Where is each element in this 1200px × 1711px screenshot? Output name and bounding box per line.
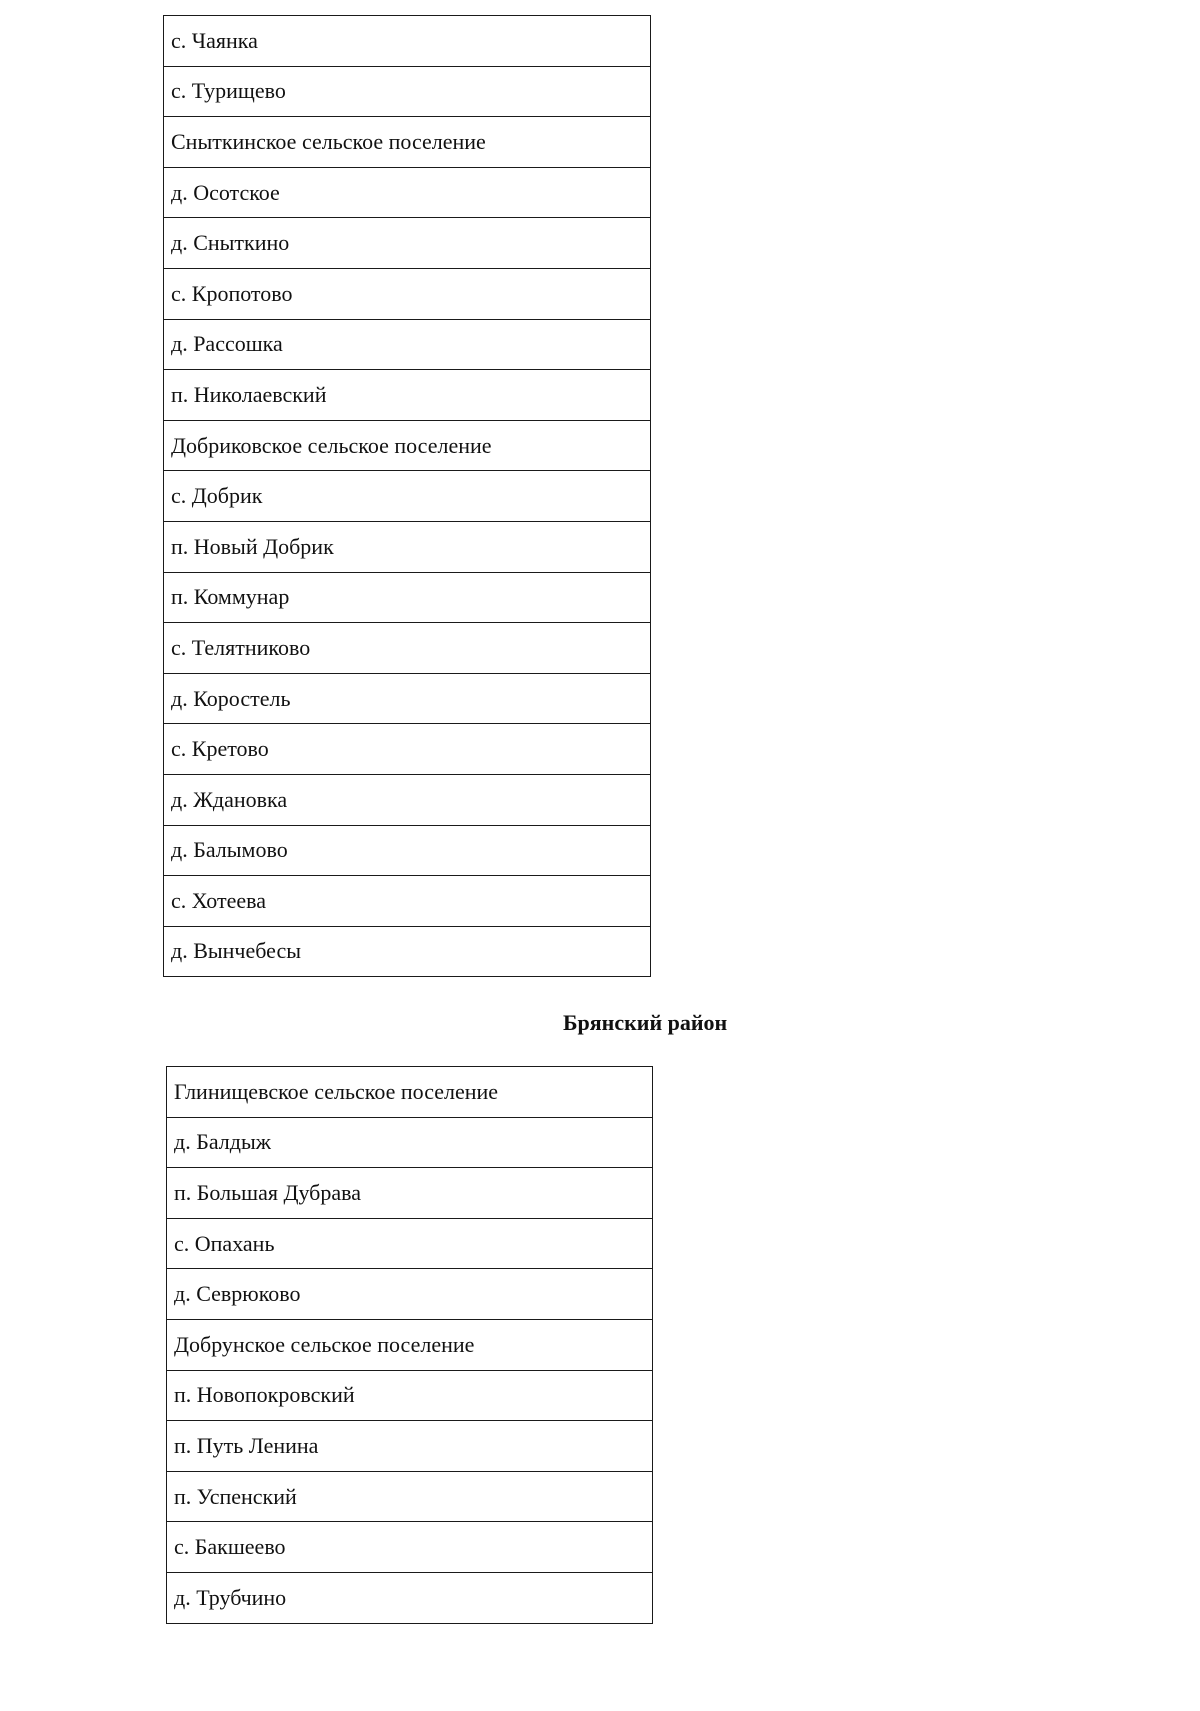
- table-cell: п. Коммунар: [164, 572, 651, 623]
- table-cell: п. Успенский: [167, 1471, 653, 1522]
- table-cell: с. Чаянка: [164, 16, 651, 67]
- table-cell: д. Ждановка: [164, 774, 651, 825]
- table-cell: д. Балдыж: [167, 1117, 653, 1168]
- table-cell: с. Кропотово: [164, 268, 651, 319]
- table-cell: д. Осотское: [164, 167, 651, 218]
- table-row: [164, 319, 651, 370]
- table-cell: с. Кретово: [164, 724, 651, 775]
- table-row: [167, 1370, 653, 1421]
- table-cell: д. Севрюково: [167, 1269, 653, 1320]
- table-cell: Сныткинское сельское поселение: [164, 117, 651, 168]
- table-cell: Глинищевское сельское поселение: [167, 1067, 653, 1118]
- settlements-table-2: [166, 1066, 653, 1624]
- table-row: [164, 572, 651, 623]
- settlements-table-1: [163, 15, 651, 977]
- table-row: [164, 420, 651, 471]
- table-row: [164, 16, 651, 67]
- table-row: [167, 1522, 653, 1573]
- table-cell: д. Балымово: [164, 825, 651, 876]
- table-cell: д. Вынчебесы: [164, 926, 651, 977]
- table-row: [164, 876, 651, 927]
- table-cell: д. Сныткино: [164, 218, 651, 269]
- table-cell: п. Большая Дубрава: [167, 1168, 653, 1219]
- table-row: [167, 1572, 653, 1623]
- table-row: [164, 167, 651, 218]
- table-cell: д. Трубчино: [167, 1572, 653, 1623]
- table-cell: с. Добрик: [164, 471, 651, 522]
- table-cell: п. Путь Ленина: [167, 1421, 653, 1472]
- table-cell: д. Рассошка: [164, 319, 651, 370]
- table-cell: с. Телятниково: [164, 623, 651, 674]
- section-heading: Брянский район: [563, 1010, 728, 1035]
- table-row: [167, 1218, 653, 1269]
- table-row: [164, 724, 651, 775]
- table-row: [164, 471, 651, 522]
- table-cell: п. Николаевский: [164, 370, 651, 421]
- table-row: [167, 1421, 653, 1472]
- table-cell: Добрунское сельское поселение: [167, 1319, 653, 1370]
- table-cell: п. Новый Добрик: [164, 521, 651, 572]
- table-row: [167, 1319, 653, 1370]
- table-row: [164, 117, 651, 168]
- table-cell: с. Хотеева: [164, 876, 651, 927]
- table-row: [164, 825, 651, 876]
- table-cell: д. Коростель: [164, 673, 651, 724]
- table-row: [164, 673, 651, 724]
- table-row: [167, 1168, 653, 1219]
- table-row: [167, 1067, 653, 1118]
- table-cell: с. Турищево: [164, 66, 651, 117]
- table-cell: Добриковское сельское поселение: [164, 420, 651, 471]
- table-row: [167, 1269, 653, 1320]
- table-row: [164, 623, 651, 674]
- table-row: [167, 1117, 653, 1168]
- table-cell: с. Опахань: [167, 1218, 653, 1269]
- table-row: [164, 926, 651, 977]
- table-cell: п. Новопокровский: [167, 1370, 653, 1421]
- table-row: [164, 521, 651, 572]
- table-row: [164, 370, 651, 421]
- table-row: [164, 268, 651, 319]
- table-row: [164, 774, 651, 825]
- table-row: [164, 218, 651, 269]
- table-row: [164, 66, 651, 117]
- table-row: [167, 1471, 653, 1522]
- table-cell: с. Бакшеево: [167, 1522, 653, 1573]
